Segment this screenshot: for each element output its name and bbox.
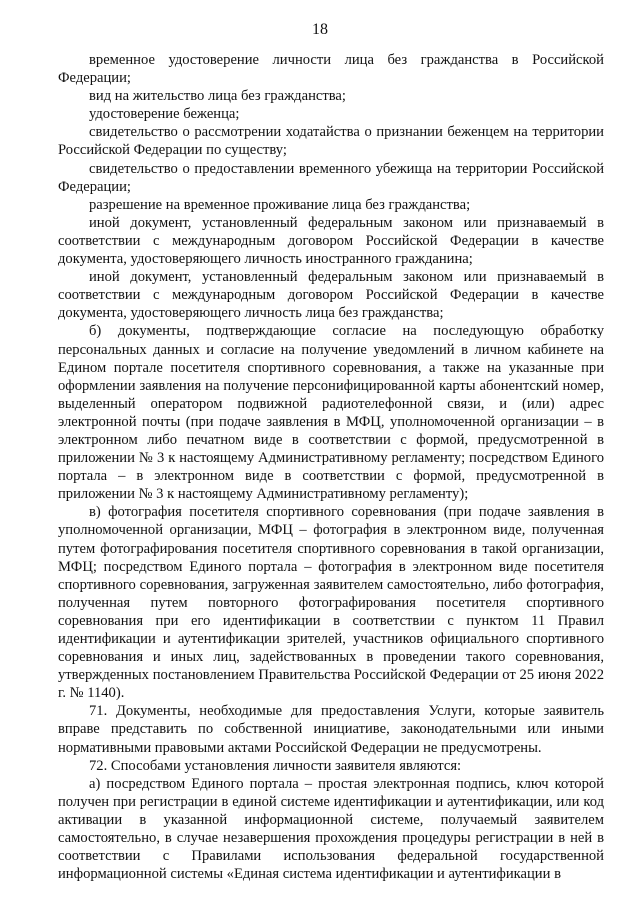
paragraph-71: 71. Документы, необходимые для предоставления Услуги, которые заявитель вправе представить по собственной инициативе, законодательными или иными нормативными правовыми актами Российской Федерации не предусмотрены. [58, 703, 604, 756]
paragraph-temporary-id: временное удостоверение личности лица без гражданства в Российской Федерации; [58, 52, 604, 87]
paragraph-72: 72. Способами установления личности заявителя являются: [89, 757, 462, 774]
paragraph-other-document-stateless: иной документ, установленный федеральным законом или признаваемый в соответствии с международным договором Российской Федерации в качестве документа, удостоверяющего личность лица без гражданства; [58, 269, 604, 322]
paragraph-refugee-certificate: удостоверение беженца; [89, 106, 240, 123]
paragraph-item-b-consent: б) документы, подтверждающие согласие на последующую обработку персональных данных и согласие на получение уведомлений в личном кабинете на Едином портале посетителя спортивного соревнования, а также на указанные при оформлении заявления на получение персонифицированной карты абонентский номер, выделенный оператором подвижной радиотелефонной связи, и (или) адрес электронной почты (при подаче заявления в МФЦ, уполномоченной организации – в электронном либо печатном виде в соответствии с формой, предусмотренной в приложении № 3 к настоящему Административному регламенту; посредством Единого портала – в электронном виде в соответствии с формой, предусмотренной в приложении № 3 к настоящему Административному регламенту); [58, 323, 604, 503]
paragraph-temporary-residence: разрешение на временное проживание лица без гражданства; [89, 196, 471, 213]
paragraph-item-v-photo: в) фотография посетителя спортивного соревнования (при подаче заявления в уполномоченной организации, МФЦ – фотография в электронном виде, полученная путем фотографирования посетителя спортивного соревнования в такой организации, МФЦ; посредством Единого портала – фотография в электронном виде посетителя спортивного соревнования, загруженная заявителем самостоятельно, либо фотография, полученная путем повторного фотографирования посетителя спортивного соревнования при его идентификации в соответствии с пунктом 11 Правил идентификации и аутентификации зрителей, участников официального спортивного соревнования и иных лиц, задействованных в проведении такого соревнования, утвержденных постановлением Правительства Российской Федерации от 25 июня 2022 г. № 1140). [58, 504, 604, 702]
paragraph-residence-permit: вид на жительство лица без гражданства; [89, 88, 346, 105]
paragraph-temporary-asylum: свидетельство о предоставлении временного убежища на территории Российской Федерации; [58, 160, 604, 195]
paragraph-refugee-petition: свидетельство о рассмотрении ходатайства о признании беженцем на территории Российской Федерации по существу; [58, 124, 604, 159]
paragraph-other-document-foreign: иной документ, установленный федеральным законом или признаваемый в соответствии с международным договором Российской Федерации в качестве документа, удостоверяющего личность иностранного гражданина; [58, 214, 604, 268]
page-number: 18 [312, 21, 328, 38]
paragraph-72-a: а) посредством Единого портала – простая электронная подпись, ключ которой получен при регистрации в единой системе идентификации и аутентификации, или код активации в указанной информационной системе, получаемый заявителем самостоятельно, в случае незавершения прохождения процедуры регистрации в ней в соответствии с Правилами использования федеральной государственной информационной системы «Единая система идентификации и аутентификации в [58, 775, 604, 883]
document-body [58, 51, 604, 883]
